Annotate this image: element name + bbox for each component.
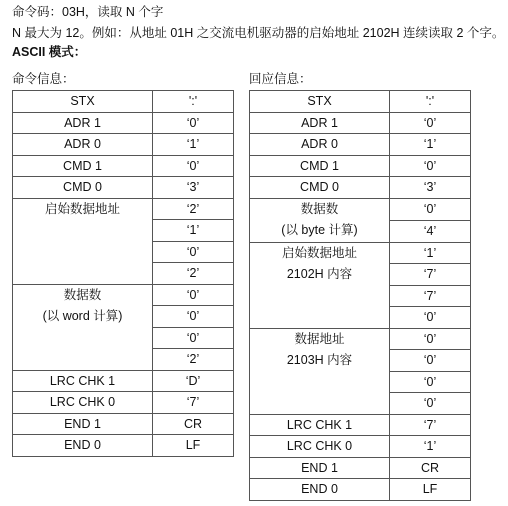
field-value: ‘2’ <box>153 263 234 285</box>
field-value: ‘1’ <box>390 242 471 264</box>
field-value: ‘0’ <box>153 241 234 263</box>
intro-line-2: N 最大为 12。例如：从地址 01H 之交流电机驱动器的启始地址 2102H 连续读取 2 个字。 <box>12 26 505 40</box>
field-value: ‘0’ <box>153 112 234 134</box>
field-name: LRC CHK 0 <box>250 436 390 458</box>
field-value: ‘7’ <box>390 264 471 286</box>
byte-count-label: 数据数 (以 byte 计算) <box>250 198 390 242</box>
table-row <box>13 370 234 392</box>
response-table <box>249 90 471 501</box>
table-row <box>13 413 234 435</box>
table-row <box>250 112 471 134</box>
field-value: ‘1’ <box>153 134 234 156</box>
table-row <box>250 457 471 479</box>
table-row <box>250 91 471 113</box>
field-name: STX <box>250 91 390 113</box>
table-row <box>13 134 234 156</box>
start-address-label: 启始数据地址 <box>13 198 153 284</box>
field-value: ‘3’ <box>390 177 471 199</box>
word-count-label: 数据数 (以 word 计算) <box>13 284 153 370</box>
table-row <box>250 134 471 156</box>
field-value: CR <box>153 413 234 435</box>
table-row <box>13 198 234 220</box>
field-value: ‘4’ <box>390 220 471 242</box>
field-value: ‘1’ <box>153 220 234 242</box>
field-name: ADR 1 <box>250 112 390 134</box>
field-value: LF <box>390 479 471 501</box>
table-row <box>250 328 471 350</box>
field-value: ‘0’ <box>390 350 471 372</box>
table-row <box>13 435 234 457</box>
field-value: ‘0’ <box>390 393 471 415</box>
command-table-caption: 命令信息： <box>12 72 75 86</box>
table-row <box>250 198 471 220</box>
response-table-caption: 回应信息： <box>249 72 312 86</box>
field-name: LRC CHK 1 <box>250 414 390 436</box>
field-value: ‘0’ <box>390 371 471 393</box>
field-value: ‘0’ <box>390 307 471 329</box>
field-value: ‘1’ <box>390 436 471 458</box>
field-name: ADR 0 <box>250 134 390 156</box>
field-value: ':' <box>153 91 234 113</box>
field-value: ‘7’ <box>153 392 234 414</box>
table-row <box>13 392 234 414</box>
field-value: ‘7’ <box>390 285 471 307</box>
table-row <box>250 414 471 436</box>
table-row <box>13 91 234 113</box>
field-value: ‘0’ <box>153 284 234 306</box>
field-value: ‘0’ <box>153 327 234 349</box>
field-name: ADR 0 <box>13 134 153 156</box>
table-row <box>250 177 471 199</box>
field-value: ‘2’ <box>153 349 234 371</box>
table-row <box>13 284 234 306</box>
field-name: END 1 <box>13 413 153 435</box>
field-value: ‘0’ <box>390 198 471 220</box>
field-value: ‘1’ <box>390 134 471 156</box>
field-value: CR <box>390 457 471 479</box>
field-name: LRC CHK 0 <box>13 392 153 414</box>
field-name: END 0 <box>250 479 390 501</box>
intro-line-1: 命令码：03H，读取 N 个字 <box>12 5 164 19</box>
field-value: ‘0’ <box>390 155 471 177</box>
table-row <box>250 242 471 264</box>
field-value: ‘7’ <box>390 414 471 436</box>
field-value: LF <box>153 435 234 457</box>
table-row <box>13 177 234 199</box>
field-name: CMD 1 <box>250 155 390 177</box>
field-name: CMD 0 <box>250 177 390 199</box>
field-name: LRC CHK 1 <box>13 370 153 392</box>
field-name: END 1 <box>250 457 390 479</box>
table-row <box>250 155 471 177</box>
data-2102h-label: 启始数据地址 2102H 内容 <box>250 242 390 328</box>
field-name: CMD 0 <box>13 177 153 199</box>
table-row <box>13 155 234 177</box>
field-value: ‘0’ <box>390 328 471 350</box>
command-table <box>12 90 234 457</box>
data-2103h-label: 数据地址 2103H 内容 <box>250 328 390 414</box>
table-row <box>250 479 471 501</box>
field-value: ‘3’ <box>153 177 234 199</box>
ascii-mode-heading: ASCII 模式： <box>12 45 87 59</box>
table-row <box>13 112 234 134</box>
table-row <box>250 436 471 458</box>
field-name: END 0 <box>13 435 153 457</box>
field-value: ‘0’ <box>153 155 234 177</box>
field-name: STX <box>13 91 153 113</box>
field-value: ‘0’ <box>153 306 234 328</box>
field-name: CMD 1 <box>13 155 153 177</box>
field-value: ':' <box>390 91 471 113</box>
field-name: ADR 1 <box>13 112 153 134</box>
field-value: ‘0’ <box>390 112 471 134</box>
field-value: ‘D’ <box>153 370 234 392</box>
field-value: ‘2’ <box>153 198 234 220</box>
